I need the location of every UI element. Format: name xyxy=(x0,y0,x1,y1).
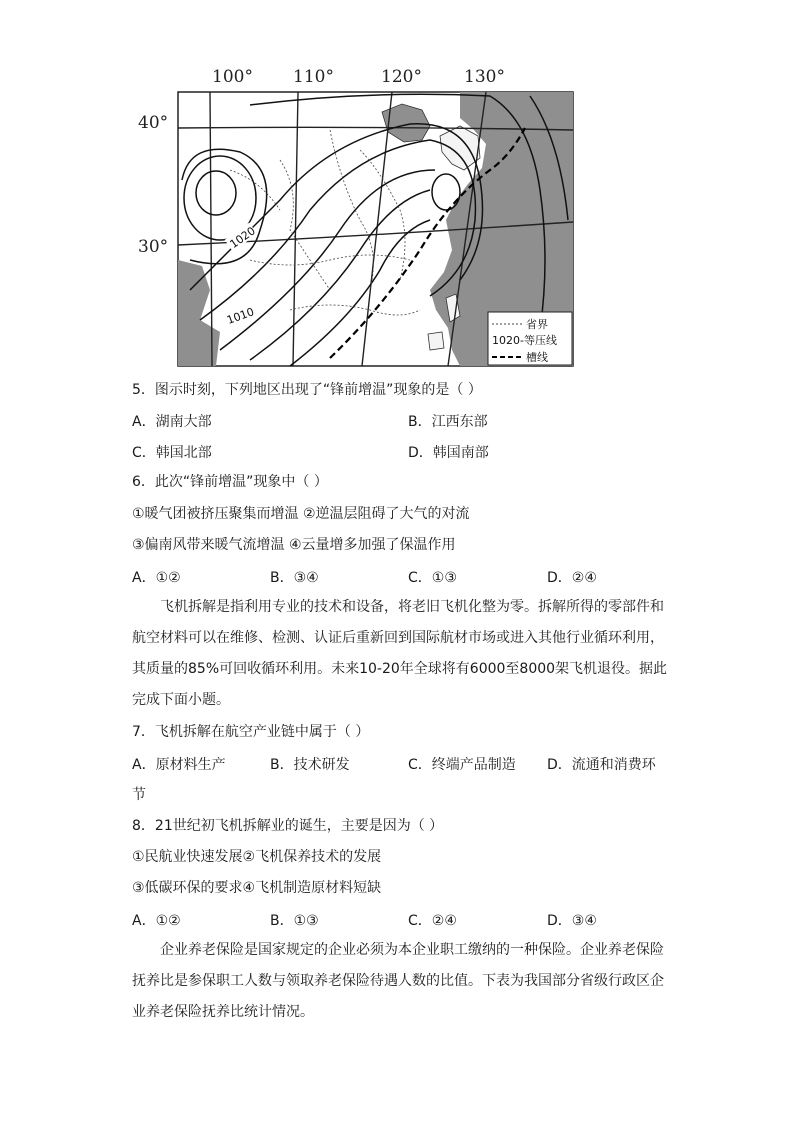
passage-aircraft-dismantling xyxy=(132,592,672,716)
lon-label-110: 110° xyxy=(293,67,334,87)
q7-option-d-wrap: 节 xyxy=(132,787,146,803)
q5-option-c[interactable]: C．韩国北部 xyxy=(132,445,212,461)
q6-option-c[interactable]: C．①③ xyxy=(408,570,457,586)
q7-stem: 7．飞机拆解在航空产业链中属于（ ） xyxy=(132,724,370,740)
weather-map xyxy=(130,60,580,372)
q6-option-a[interactable]: A．①② xyxy=(132,570,181,586)
q8-option-b[interactable]: B．①③ xyxy=(270,913,319,929)
island-2 xyxy=(428,332,444,350)
q5-stem: 5．图示时刻，下列地区出现了“锋前增温”现象的是（ ） xyxy=(132,382,482,398)
lon-label-100: 100° xyxy=(212,67,253,87)
q5-option-a[interactable]: A．湖南大部 xyxy=(132,414,212,430)
lon-label-120: 120° xyxy=(381,67,422,87)
q8-option-d[interactable]: D．③④ xyxy=(547,913,597,929)
map-legend xyxy=(488,312,572,365)
legend-isobar: 1020-等压线 xyxy=(492,334,557,347)
q7-option-a[interactable]: A．原材料生产 xyxy=(132,757,226,773)
legend-trough: 槽线 xyxy=(526,351,548,364)
q5-option-d[interactable]: D．韩国南部 xyxy=(408,445,489,461)
q8-statement-1: ①民航业快速发展②飞机保养技术的发展 xyxy=(132,849,382,865)
contour-label-1010: 1010 xyxy=(225,305,256,327)
q6-option-d[interactable]: D．②④ xyxy=(547,570,597,586)
passage-pension-insurance xyxy=(132,935,672,1028)
q6-option-b[interactable]: B．③④ xyxy=(270,570,319,586)
q8-statement-2: ③低碳环保的要求④飞机制造原材料短缺 xyxy=(132,880,382,896)
legend-province-border: 省界 xyxy=(526,318,548,331)
q8-option-c[interactable]: C．②④ xyxy=(408,913,457,929)
q6-statement-1: ①暖气团被挤压聚集而增温 ②逆温层阻碍了大气的对流 xyxy=(132,506,470,522)
q6-statement-2: ③偏南风带来暖气流增温 ④云量增多加强了保温作用 xyxy=(132,537,456,553)
lon-label-130: 130° xyxy=(464,67,505,87)
lat-label-30: 30° xyxy=(138,237,169,257)
q7-option-b[interactable]: B．技术研发 xyxy=(270,757,350,773)
lat-label-40: 40° xyxy=(138,113,169,133)
passage-1-text: 飞机拆解是指利用专业的技术和设备，将老旧飞机化整为零。拆解所得的零部件和航空材料可以在维修、检测、认证后重新回到国际航材市场或进入其他行业循环利用，其质量的85%可回收循环利用。未来10-20年全球将有6000至8000架飞机退役。据此完成下面小题。 xyxy=(132,599,668,708)
q6-stem: 6．此次“锋前增温”现象中（ ） xyxy=(132,474,328,490)
q7-option-d[interactable]: D．流通和消费环 xyxy=(547,757,656,773)
q8-option-a[interactable]: A．①② xyxy=(132,913,181,929)
contour-label-1020: 1020 xyxy=(227,224,258,252)
passage-2-text: 企业养老保险是国家规定的企业必须为本企业职工缴纳的一种保险。企业养老保险抚养比是参保职工人数与领取养老保险待遇人数的比值。下表为我国部分省级行政区企业养老保险抚养比统计情况。 xyxy=(132,942,664,1020)
q8-stem: 8．21世纪初飞机拆解业的诞生，主要是因为（ ） xyxy=(132,818,444,834)
q5-option-b[interactable]: B．江西东部 xyxy=(408,414,488,430)
q7-option-c[interactable]: C．终端产品制造 xyxy=(408,757,516,773)
